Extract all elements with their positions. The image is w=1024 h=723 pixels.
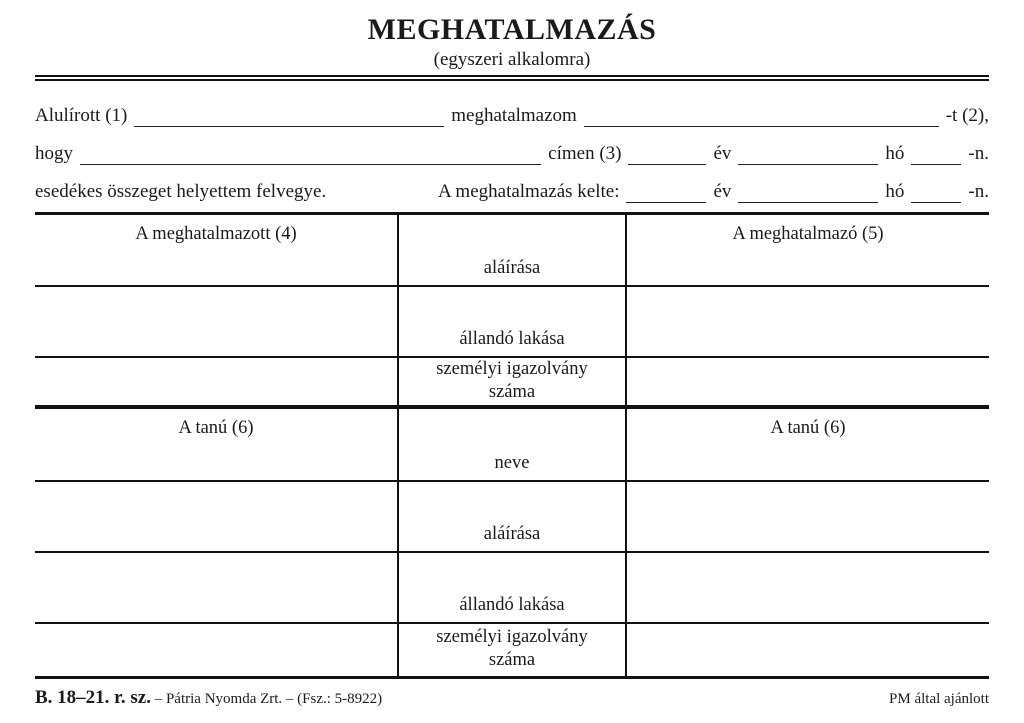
principal-left-header: A meghatalmazott (4): [35, 215, 397, 287]
label-hogy: hogy: [35, 143, 73, 164]
label-ho: hó: [885, 143, 905, 164]
authorization-table: [35, 212, 989, 679]
label-cimen: címen (3): [548, 143, 622, 164]
authorized-person-id-number-cell: [35, 358, 397, 409]
label-kelte-ev: év: [713, 181, 732, 202]
witness1-address-cell: [35, 553, 397, 624]
intro-line-3: [35, 165, 989, 203]
label-alulirott: Alulírott (1): [35, 105, 128, 126]
fill-line-grantor-name: [134, 121, 444, 127]
grantor-id-number-cell: [627, 358, 989, 409]
label-t2: -t (2),: [945, 105, 989, 126]
intro-section: [35, 89, 989, 203]
intro-line-1: [35, 89, 989, 127]
witness-left-header: A tanú (6): [35, 409, 397, 482]
witness2-address-cell: [627, 553, 989, 624]
fill-line-address: [80, 159, 541, 165]
witness1-signature-cell: [35, 482, 397, 553]
label-ev: év: [713, 143, 732, 164]
form-subtitle: (egyszeri alkalomra): [433, 49, 591, 70]
row-label-principal-id-number-text: személyi igazolvány száma: [436, 358, 588, 402]
form-title: MEGHATALMAZÁS: [367, 13, 657, 46]
label-meghatalmazom: meghatalmazom: [451, 105, 577, 126]
row-label-witness-address: állandó lakása: [397, 553, 627, 624]
authorized-person-address-cell: [35, 287, 397, 358]
form-number: B. 18–21. r. sz.: [35, 687, 151, 708]
footer: [35, 679, 989, 709]
row-label-witness-signature: aláírása: [397, 482, 627, 553]
witness2-id-number-cell: [627, 624, 989, 676]
label-n: -n.: [968, 143, 989, 164]
fill-line-due-day: [911, 159, 961, 165]
fill-line-due-year: [628, 159, 706, 165]
title-divider: [35, 75, 989, 81]
fill-line-due-month: [738, 159, 878, 165]
row-label-witness-id-number: [397, 624, 627, 676]
row-label-witness-name: neve: [397, 409, 627, 482]
label-kelte: A meghatalmazás kelte:: [438, 181, 620, 202]
witness1-id-number-cell: [35, 624, 397, 676]
row-label-principal-id-number: [397, 358, 627, 409]
printer-imprint: – Pátria Nyomda Zrt. – (Fsz.: 5-8922): [154, 691, 383, 707]
row-label-principal-address: állandó lakása: [397, 287, 627, 358]
fill-line-issue-year: [626, 197, 706, 203]
row-label-principal-signature: aláírása: [397, 215, 627, 287]
fill-line-issue-day: [911, 197, 961, 203]
fill-line-authorized-person-name: [584, 121, 939, 127]
row-label-witness-id-number-text: személyi igazolvány száma: [436, 627, 588, 670]
label-kelte-n: -n.: [968, 181, 989, 202]
footer-imprint: [35, 687, 382, 709]
footer-recommendation: PM által ajánlott: [889, 691, 989, 707]
principal-right-header: A meghatalmazó (5): [627, 215, 989, 287]
witness-right-header: A tanú (6): [627, 409, 989, 482]
fill-line-issue-month: [738, 197, 878, 203]
grantor-address-cell: [627, 287, 989, 358]
intro-line-2: [35, 127, 989, 165]
witness2-signature-cell: [627, 482, 989, 553]
label-esedekes: esedékes összeget helyettem felvegye.: [35, 181, 327, 202]
label-kelte-ho: hó: [885, 181, 905, 202]
